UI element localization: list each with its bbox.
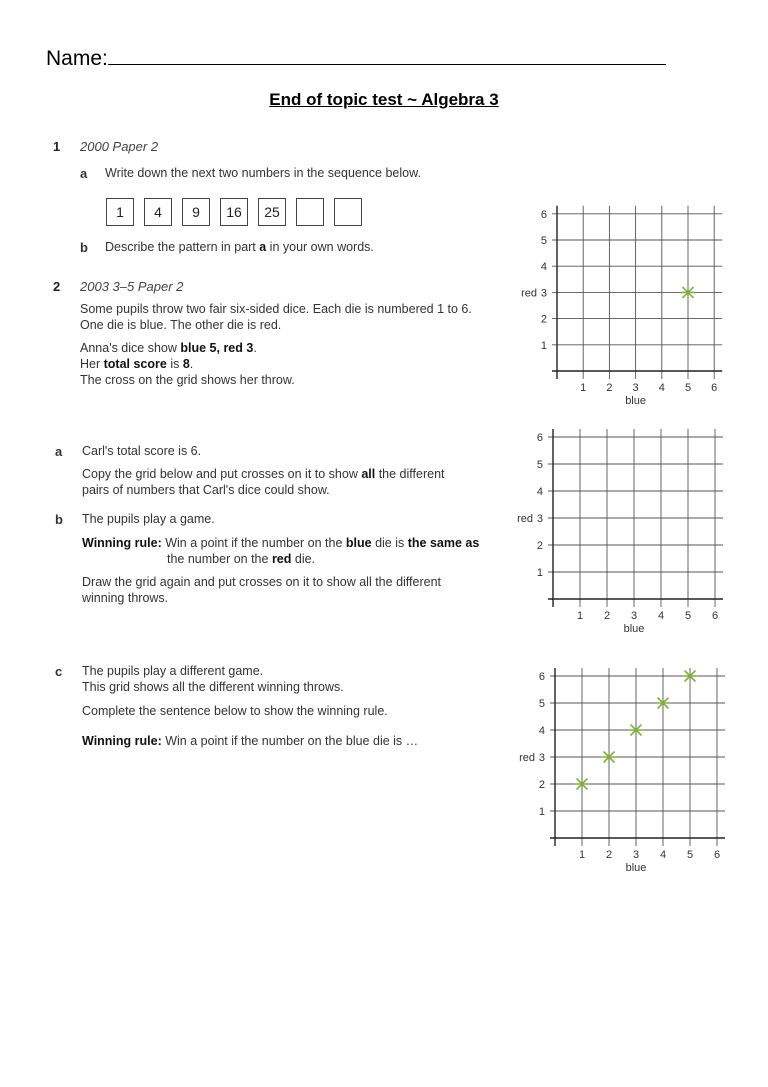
- x-tick-label: 5: [684, 610, 692, 622]
- x-tick-label: 3: [632, 382, 639, 394]
- x-tick-label: 6: [713, 849, 721, 861]
- y-tick-label: 3: [538, 752, 545, 764]
- grid-chart-2: [508, 428, 748, 638]
- y-tick-label: 3: [536, 513, 543, 525]
- sequence-answer-box[interactable]: [334, 198, 362, 226]
- question-1-source: 2000 Paper 2: [80, 139, 159, 154]
- question-1b-label: b: [80, 240, 88, 255]
- question-2a-label: a: [55, 444, 63, 459]
- question-2a-line-2: Copy the grid below and put crosses on it to show all the different: [82, 467, 445, 481]
- x-tick-label: 4: [659, 849, 667, 861]
- y-tick-label: 2: [538, 779, 545, 791]
- question-2b-draw-1: Draw the grid again and put crosses on it to show all the different: [82, 575, 442, 589]
- y-tick-label: 6: [536, 432, 543, 444]
- sequence-answer-box[interactable]: [296, 198, 324, 226]
- sequence-box: 16: [220, 198, 248, 226]
- question-2a-line-3: pairs of numbers that Carl's dice could show.: [82, 483, 330, 497]
- name-label: Name:: [46, 47, 108, 70]
- question-1a-label: a: [80, 166, 88, 181]
- x-tick-label: 3: [630, 610, 638, 622]
- y-tick-label: 3: [540, 287, 547, 300]
- y-tick-label: 6: [538, 671, 545, 683]
- sequence-box: 4: [144, 198, 172, 226]
- x-tick-label: 5: [684, 382, 692, 394]
- sequence-box: 1: [106, 198, 134, 226]
- question-2c-rule: Winning rule: Win a point if the number on the blue die is …: [82, 734, 419, 748]
- question-2b-label: b: [55, 512, 63, 527]
- x-tick-label: 2: [606, 382, 613, 394]
- y-axis-label: red: [519, 752, 535, 764]
- x-axis-label: blue: [623, 623, 645, 635]
- question-2-intro-1: Some pupils throw two fair six-sided dice. Each die is numbered 1 to 6.: [80, 302, 472, 316]
- x-tick-label: 3: [632, 849, 640, 861]
- y-tick-label: 1: [540, 339, 547, 352]
- question-2c-line-3: Complete the sentence below to show the winning rule.: [82, 704, 388, 718]
- question-2-source: 2003 3–5 Paper 2: [80, 279, 184, 294]
- question-2b-line-1: The pupils play a game.: [82, 512, 215, 526]
- sequence-boxes: [106, 198, 372, 226]
- cross-description: The cross on the grid shows her throw.: [80, 373, 295, 387]
- anna-dice-text: Anna's dice show blue 5, red 3.: [80, 341, 257, 355]
- x-tick-label: 6: [711, 382, 718, 394]
- x-axis-label: blue: [625, 862, 647, 874]
- question-2b-draw-2: winning throws.: [82, 591, 169, 605]
- name-line[interactable]: [108, 46, 666, 65]
- grid-chart-1: [510, 205, 750, 410]
- x-axis-label: blue: [625, 395, 646, 407]
- y-tick-label: 5: [538, 698, 545, 710]
- y-axis-label: red: [517, 513, 533, 525]
- y-tick-label: 1: [536, 567, 543, 579]
- page-title: End of topic test ~ Algebra 3: [269, 90, 499, 109]
- name-row: [46, 46, 666, 71]
- y-axis-label: red: [521, 287, 537, 300]
- x-tick-label: 1: [580, 382, 587, 394]
- y-tick-label: 4: [540, 261, 547, 274]
- question-2b-rule: Winning rule: Win a point if the number on the blue die is the same as: [82, 536, 480, 550]
- question-1-number: 1: [53, 139, 61, 154]
- y-tick-label: 5: [540, 235, 547, 247]
- anna-score-text: Her total score is 8.: [80, 357, 194, 371]
- x-tick-label: 2: [603, 610, 611, 622]
- grid-chart-3: [508, 666, 748, 876]
- question-2-intro-2: One die is blue. The other die is red.: [80, 318, 282, 332]
- y-tick-label: 2: [540, 313, 547, 326]
- grid-anna-throw: [510, 205, 750, 415]
- question-1a-text: Write down the next two numbers in the sequence below.: [105, 166, 421, 180]
- y-tick-label: 2: [536, 540, 543, 552]
- question-2-number: 2: [53, 279, 61, 294]
- x-tick-label: 6: [711, 610, 719, 622]
- sequence-box: 25: [258, 198, 286, 226]
- x-tick-label: 4: [657, 610, 665, 622]
- y-tick-label: 4: [536, 486, 543, 498]
- question-2c-line-2: This grid shows all the different winning throws.: [82, 680, 344, 694]
- grid-winning-throws: [508, 666, 748, 881]
- x-tick-label: 1: [578, 849, 586, 861]
- question-2c-label: c: [55, 664, 63, 679]
- x-tick-label: 2: [605, 849, 613, 861]
- question-1b-text: Describe the pattern in part a in your own words.: [105, 240, 374, 254]
- y-tick-label: 6: [540, 208, 547, 221]
- x-tick-label: 5: [686, 849, 694, 861]
- x-tick-label: 1: [576, 610, 584, 622]
- y-tick-label: 5: [536, 459, 543, 471]
- x-tick-label: 4: [658, 382, 665, 394]
- sequence-box: 9: [182, 198, 210, 226]
- question-2a-line-1: Carl's total score is 6.: [82, 444, 202, 458]
- question-2b-rule-cont: the number on the red die.: [167, 552, 316, 566]
- y-tick-label: 1: [538, 806, 545, 818]
- question-2c-line-1: The pupils play a different game.: [82, 664, 264, 678]
- y-tick-label: 4: [538, 725, 545, 737]
- grid-carl-total: [508, 428, 748, 643]
